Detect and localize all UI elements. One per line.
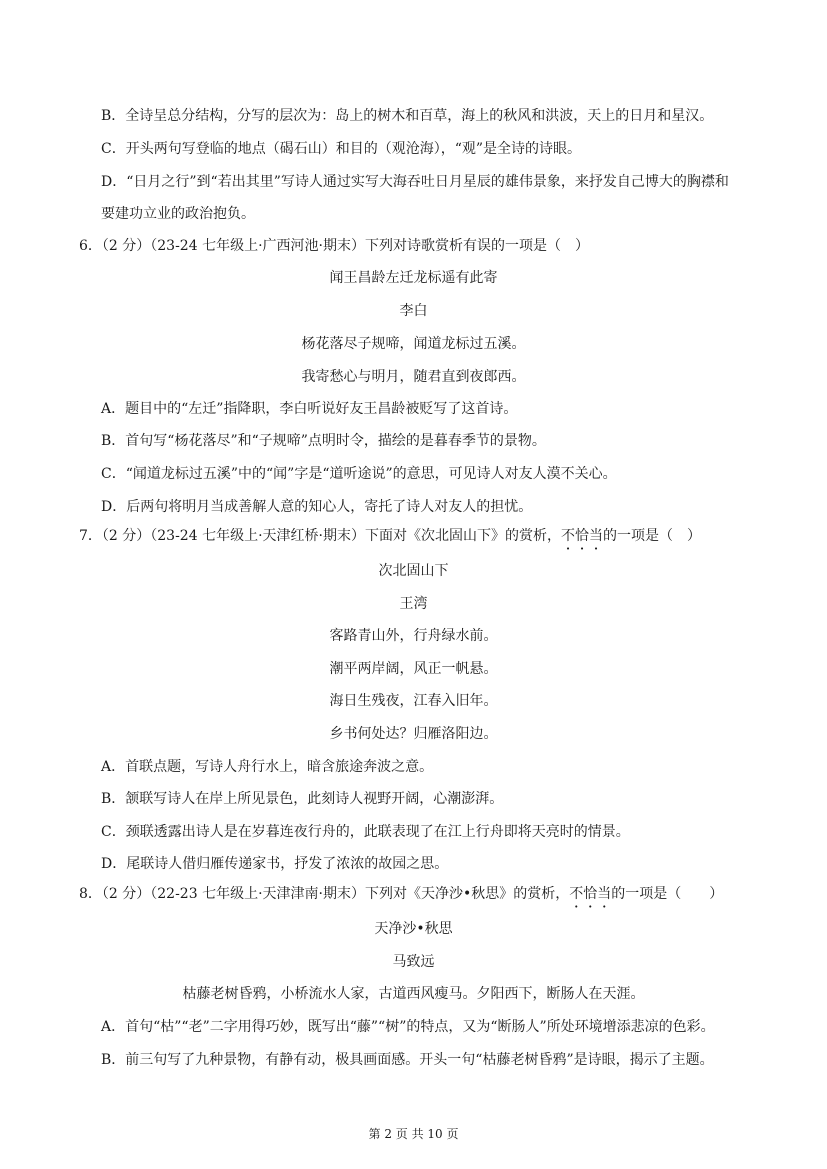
q8-poem-line-1: 枯藤老树昏鸦，小桥流水人家，古道西风瘦马。夕阳西下，断肠人在天涯。 [182,986,645,1002]
q7-poem-line-4: 乡书何处达？归雁洛阳边。 [329,726,498,742]
q7-stem-post: 的一项是（ ） [602,528,701,544]
q7-poem-line-2: 潮平两岸阔，风正一帆悬。 [329,661,498,677]
emphasis-char: 不 [560,528,575,544]
emphasis-char: 当 [588,528,603,544]
q7-poem-line-3: 海日生残夜，江春入旧年。 [329,693,498,709]
q7-stem [79,526,701,546]
q5-option-c: C．开头两句写登临的地点（碣石山）和目的（观沧海），“观”是全诗的诗眼。 [101,141,582,157]
q6-poem-line-2: 我寄愁心与明月，随君直到夜郎西。 [301,369,526,385]
q8-stem-pre: 8．（2 分）（22-23 七年级上·天津津南·期末）下列对《天净沙•秋思》的赏析， [79,886,570,902]
emphasis-char: 恰 [574,528,589,544]
q7-option-a: A．首联点题，写诗人舟行水上，暗含旅途奔波之意。 [101,759,434,775]
q7-poem-line-1: 客路青山外，行舟绿水前。 [329,628,498,644]
q5-option-b: B．全诗呈总分结构，分写的层次为：岛上的树木和百草，海上的秋风和洪波，天上的日月和星汉。 [101,108,714,124]
q7-poem-title: 次北固山下 [378,563,449,579]
q5-option-d-line1: D．“日月之行”到“若出其里”写诗人通过实写大海吞吐日月星辰的雄伟景象，来抒发自己博大的胸襟和 [101,174,729,190]
q8-poem-title: 天净沙•秋思 [374,921,453,937]
q6-stem: 6．（2 分）（23-24 七年级上·广西河池·期末）下列对诗歌赏析有误的一项是（ ） [79,238,589,254]
q7-option-d: D．尾联诗人借归雁传递家书，抒发了浓浓的故园之思。 [101,856,449,872]
q5-option-d-line2: 要建功立业的政治抱负。 [101,206,255,222]
q7-option-c: C．颈联透露出诗人是在岁暮连夜行舟的，此联表现了在江上行舟即将天亮时的情景。 [101,824,630,840]
q6-poem-line-1: 杨花落尽子规啼，闻道龙标过五溪。 [301,336,526,352]
q8-stem-post: 的一项是（ ） [611,886,724,902]
q7-poem-author: 王湾 [399,596,428,612]
q6-poem-author: 李白 [399,303,428,319]
q6-option-a: A．题目中的“左迁”指降职，李白听说好友王昌龄被贬写了这首诗。 [101,401,518,417]
emphasis-char: 当 [597,886,612,902]
q8-poem-author: 马致远 [392,954,435,970]
q7-stem-pre: 7．（2 分）（23-24 七年级上·天津红桥·期末）下面对《次北固山下》的赏析， [79,528,561,544]
q8-stem [79,884,723,904]
q7-option-b: B．颔联写诗人在岸上所见景色，此刻诗人视野开阔，心潮澎湃。 [101,791,504,807]
emphasis-char: 不 [569,886,584,902]
q6-option-b: B．首句写“杨花落尽”和“子规啼”点明时令，描绘的是暮春季节的景物。 [101,433,546,449]
q6-option-c: C．“闻道龙标过五溪”中的“闻”字是“道听途说”的意思，可见诗人对友人漠不关心。 [101,466,617,482]
page-footer: 第 2 页 共 10 页 [368,1127,459,1141]
emphasis-char: 恰 [583,886,598,902]
q8-option-b: B．前三句写了九种景物，有静有动，极具画面感。开头一句“枯藤老树昏鸦”是诗眼，揭示了主题。 [101,1052,714,1068]
q6-option-d: D．后两句将明月当成善解人意的知心人，寄托了诗人对友人的担忧。 [101,499,533,515]
q6-poem-title: 闻王昌龄左迁龙标遥有此寄 [329,270,498,286]
q8-option-a: A．首句“枯”“老”二字用得巧妙，既写出“藤”“树”的特点，又为“断肠人”所处环境增添悲凉的色彩。 [101,1019,715,1035]
